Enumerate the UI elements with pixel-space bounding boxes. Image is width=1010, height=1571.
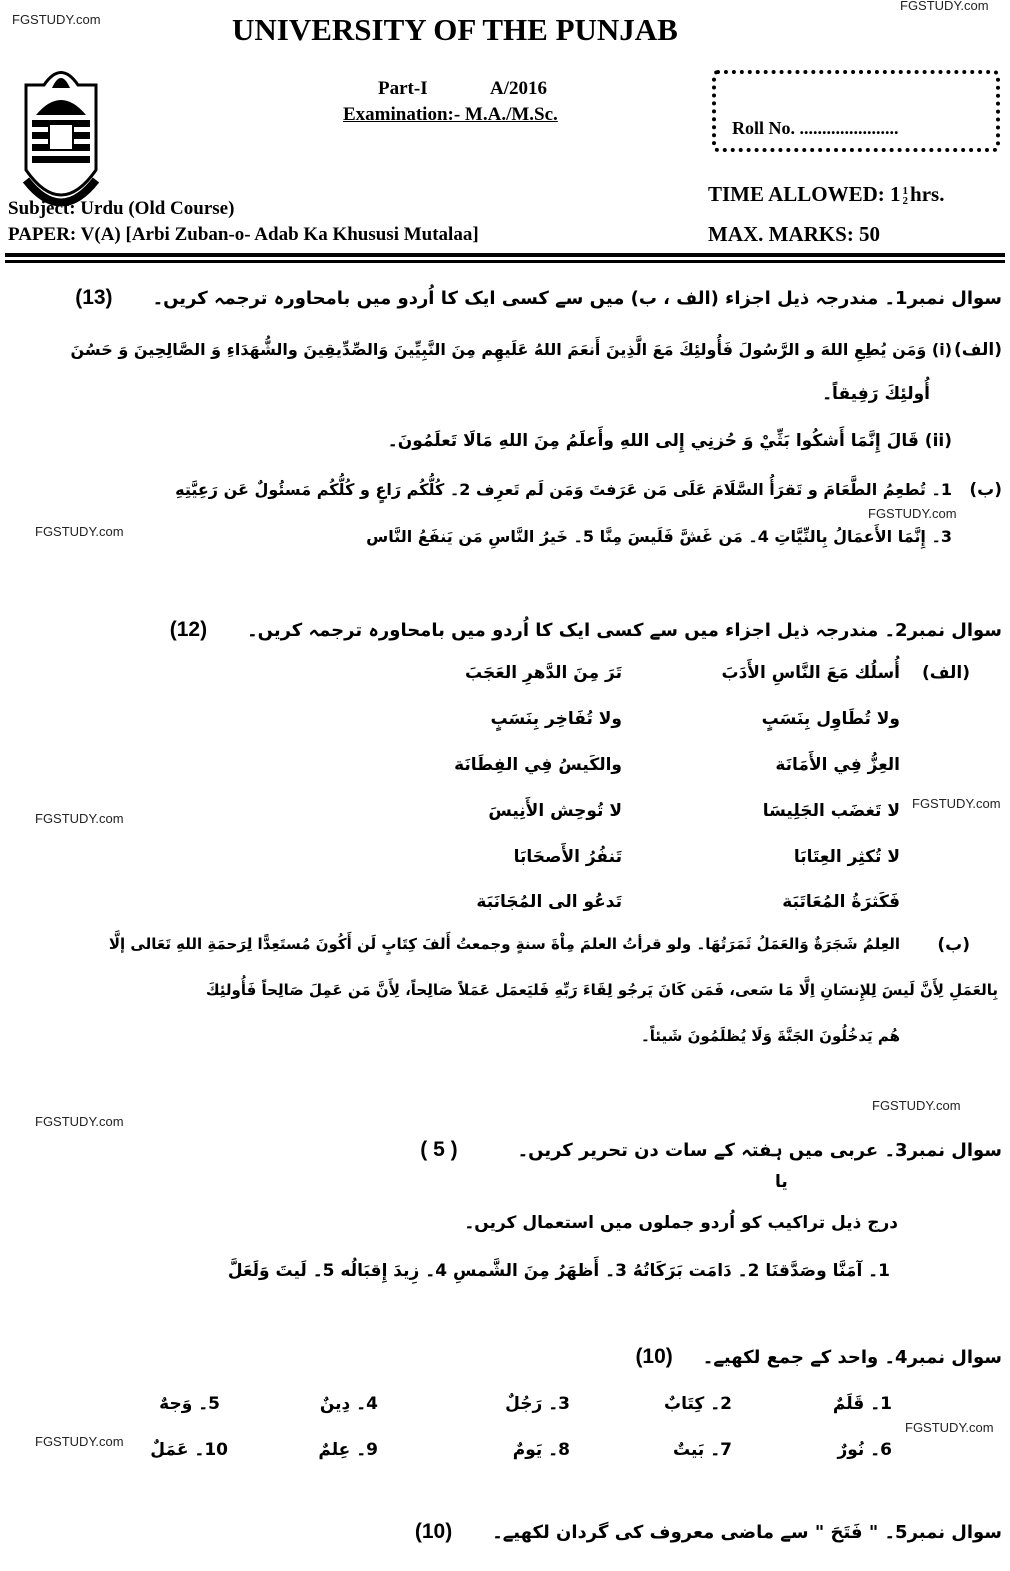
couplet-right: أُسلُك مَعَ النَّاسِ الأَدَبَ bbox=[721, 663, 900, 683]
watermark: FGSTUDY.com bbox=[35, 1434, 124, 1449]
header-divider bbox=[5, 253, 1005, 257]
exam-session: A/2016 bbox=[490, 78, 547, 99]
q1-alef-i: (i) وَمَن يُطِعِ اللهَ و الرَّسُولَ فَأُولئِكَ مَعَ الَّذِينَ أَنعَمَ اللهُ عَلَيهِم مِنَ النَّبِيِّينَ وَالصِّدِّيقِينَ والشُّهَدَاءِ وَ الصَّالِحِينَ وَ حَسُنَ bbox=[70, 340, 952, 359]
watermark: FGSTUDY.com bbox=[872, 1098, 961, 1113]
couplet-left: لا تُوحِش الأَنِيسَ bbox=[488, 801, 622, 821]
q1-alef-ii: (ii) قَالَ إِنَّمَا أَشكُوا بَثِّيْ وَ حُزنِي إِلى اللهِ وأَعلَمُ مِنَ اللهِ مَالَا تَعلَمُونَ۔ bbox=[387, 431, 952, 451]
couplet-right: لا تُكثِر العِتَابَا bbox=[793, 847, 900, 867]
q4-item: 9۔ عِلمٌ bbox=[318, 1440, 378, 1460]
max-marks: MAX. MARKS: 50 bbox=[708, 222, 881, 246]
q2-bay-line: هُم يَدخُلُونَ الجَنَّةَ وَلَا يُظلَمُونَ شَيئاً۔ bbox=[640, 1027, 900, 1045]
couplet-left: ولا تُفَاخِر بِنَسَبٍ bbox=[490, 709, 622, 729]
time-allowed: TIME ALLOWED: 1 1 2hrs. bbox=[708, 182, 945, 208]
q5-heading-row bbox=[415, 1520, 1002, 1544]
q4-marks: (10) bbox=[635, 1345, 673, 1368]
couplet-left: تَرَ مِنَ الدَّهرِ العَجَبَ bbox=[465, 663, 622, 683]
q3-or: یا bbox=[775, 1172, 788, 1192]
q3-heading-row bbox=[420, 1138, 1002, 1162]
q4-item: 1۔ قَلَمٌ bbox=[832, 1394, 892, 1414]
q3-items: 1۔ آمَنَّا وصَدَّقنَا 2۔ دَامَت بَرَكَاتُهُ 3۔ أَظهَرُ مِنَ الشَّمسِ 4۔ زِيدَ إِقبَالُه 5۔ لَيتَ وَلَعَلَّ bbox=[227, 1261, 890, 1281]
q4-item: 3۔ رَجُلٌ bbox=[505, 1394, 570, 1414]
couplet-right: فَكَثرَةُ المُعَاتَبَة bbox=[782, 892, 900, 912]
watermark: FGSTUDY.com bbox=[912, 796, 1001, 811]
q4-item: 4۔ دِينٌ bbox=[319, 1394, 378, 1414]
time-fraction: 1 2 bbox=[902, 185, 909, 208]
q1-heading-row bbox=[75, 286, 1002, 310]
watermark: FGSTUDY.com bbox=[905, 1420, 994, 1435]
q1-bay-label: (ب) bbox=[969, 480, 1002, 500]
couplet-left: تَدعُو الى المُجَانَبَة bbox=[476, 892, 622, 912]
watermark: FGSTUDY.com bbox=[35, 524, 124, 539]
q4-item: 7۔ بَيتٌ bbox=[672, 1440, 732, 1460]
q4-heading: سوال نمبر4۔ واحد کے جمع لکھیے۔ bbox=[702, 1346, 1002, 1368]
q3-heading: سوال نمبر3۔ عربی میں ہفتہ کے سات دن تحریر کریں۔ bbox=[517, 1139, 1002, 1161]
q5-marks: (10) bbox=[414, 1520, 453, 1543]
watermark: FGSTUDY.com bbox=[35, 811, 124, 826]
q1-marks: (13) bbox=[75, 286, 113, 309]
exam-part: Part-I bbox=[378, 78, 428, 99]
q1-alef-label: (الف) bbox=[954, 340, 1002, 360]
paper-label: PAPER: V(A) [Arbi Zuban-o- Adab Ka Khususi Mutalaa] bbox=[8, 224, 479, 245]
q2-heading: سوال نمبر2۔ مندرجہ ذیل اجزاء میں سے کسی ایک کا اُردو میں بامحاورہ ترجمہ کریں۔ bbox=[247, 619, 1002, 641]
university-title: UNIVERSITY OF THE PUNJAB bbox=[232, 12, 678, 47]
couplet-left: تَنفُرُ الأَصحَابَا bbox=[513, 847, 622, 867]
couplet-right: العِزُّ فِي الأَمَانَة bbox=[775, 755, 900, 775]
q4-item: 5۔ وَجهٌ bbox=[159, 1394, 220, 1414]
watermark: FGSTUDY.com bbox=[12, 12, 101, 27]
watermark: FGSTUDY.com bbox=[35, 1114, 124, 1129]
q4-item: 6۔ نُورٌ bbox=[837, 1440, 892, 1460]
q5-heading: سوال نمبر5۔ " فَتَحَ " سے ماضی معروف کی گردان لکھیے۔ bbox=[492, 1521, 1002, 1543]
q4-item: 8۔ يَومٌ bbox=[512, 1440, 570, 1460]
q2-bay-label: (ب) bbox=[937, 935, 970, 955]
university-crest-logo bbox=[14, 60, 109, 220]
q2-bay-line: العِلمُ شَجَرَةٌ وَالعَمَلُ ثَمَرَتُهَا۔ ولو قرأتُ العلمَ مِاْةَ سنةٍ وجمعتُ أَلفَ كِتَابٍ لَن أَكُونَ مُستَعِدًّا لِرَحمَةِ اللهِ تَعَالى إلَّا bbox=[108, 935, 900, 953]
q2-alef-label: (الف) bbox=[922, 663, 970, 683]
header-divider bbox=[5, 260, 1005, 263]
q1-bay-line1: 1۔ تُطعِمُ الطَّعَامَ و تَقرَأُ السَّلَامَ عَلَى مَن عَرَفتَ وَمَن لَم تَعرِف 2۔ كُلُّكُم رَاعٍ و كُلُّكُم مَسئُولٌ عَن رَعِيَّتِهِ bbox=[175, 480, 952, 499]
watermark: FGSTUDY.com bbox=[868, 506, 957, 521]
couplet-right: لا تَغضَب الجَلِيسَا bbox=[762, 801, 900, 821]
q4-heading-row bbox=[635, 1345, 1002, 1369]
q3-marks: ( 5 ) bbox=[420, 1138, 458, 1161]
q1-alef-i-cont: أُولئِكَ رَفِيقاً۔ bbox=[822, 384, 930, 404]
couplet-left: والكَيسُ فِي الفِطَانَة bbox=[454, 755, 622, 775]
q1-bay-line2: 3۔ إِنَّمَا الأَعمَالُ بِالنِّيَّاتِ 4۔ مَن غَشَّ فَلَيسَ مِنَّا 5۔ خَيرُ النَّاسِ مَن يَنفَعُ النَّاس bbox=[366, 527, 952, 546]
watermark: FGSTUDY.com bbox=[900, 0, 989, 13]
q1-heading: سوال نمبر1۔ مندرجہ ذیل اجزاء (الف ، ب) میں سے کسی ایک کا اُردو میں بامحاورہ ترجمہ کریں۔ bbox=[152, 287, 1002, 309]
q2-marks: (12) bbox=[169, 618, 208, 641]
q4-item: 2۔ كِتَابٌ bbox=[663, 1394, 732, 1414]
roll-number-box bbox=[712, 70, 1000, 152]
q4-item: 10۔ عَمَلٌ bbox=[150, 1440, 228, 1460]
subject-label: Subject: Urdu (Old Course) bbox=[8, 198, 235, 219]
couplet-right: ولا تُطَاوِل بِنَسَبٍ bbox=[761, 709, 900, 729]
q2-bay-line: بِالعَمَلِ لِأَنَّ لَيسَ لِلإِنسَانِ اِلَّا مَا سَعى، فَمَن كَانَ يَرجُو لِقَاءَ رَبِّهِ فَليَعمَل عَمَلاً صَالِحاً، لِأَنَّ مَن عَمِلَ صَالِحاً فَأُولئِكَ bbox=[205, 981, 998, 999]
examination-title: Examination:- M.A./M.Sc. bbox=[343, 104, 558, 125]
roll-number-field[interactable]: Roll No. ...................... bbox=[732, 118, 899, 138]
q3-instruction: درج ذیل تراکیب کو اُردو جملوں میں استعمال کریں۔ bbox=[464, 1213, 898, 1233]
q2-heading-row bbox=[170, 618, 1002, 642]
